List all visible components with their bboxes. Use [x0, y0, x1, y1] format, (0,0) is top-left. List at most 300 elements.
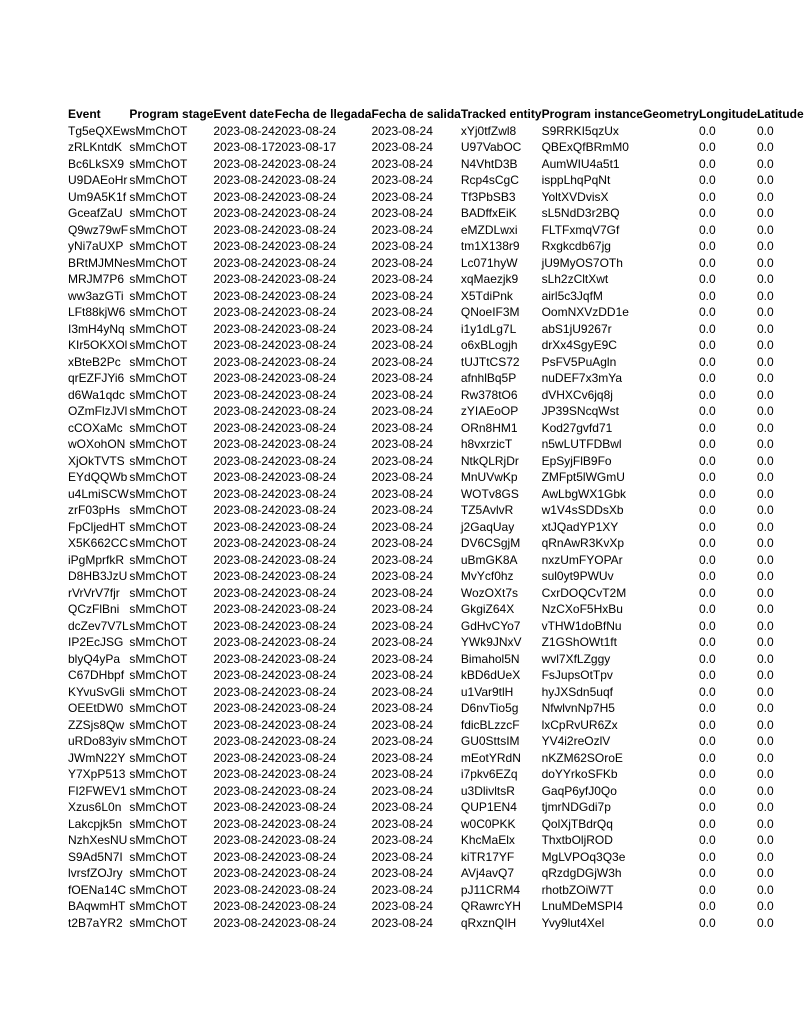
table-cell: 2023-08-24 [274, 470, 337, 484]
table-cell: 0.0 [756, 552, 774, 567]
table-cell: 2023-08-24 [213, 288, 275, 303]
table-cell: sMmChOT [129, 503, 188, 517]
table-cell: QCzFlBni [68, 602, 120, 616]
table-row [68, 750, 804, 767]
table-row [68, 139, 804, 156]
table-cell: Yvy9lut4Xel [541, 915, 605, 930]
table-cell: 0.0 [756, 701, 774, 715]
table-cell: N4VhtD3B [460, 156, 518, 171]
table-cell: 2023-08-24 [213, 915, 275, 930]
table-cell: 2023-08-24 [371, 701, 433, 715]
table-cell: 2023-08-24 [213, 519, 275, 534]
table-cell [643, 156, 699, 173]
table-row [68, 882, 804, 899]
table-cell: 2023-08-24 [371, 585, 433, 600]
table-cell: blyQ4yPa [68, 651, 121, 666]
table-cell: mEotYRdN [460, 750, 521, 765]
table-cell: 0.0 [756, 734, 774, 748]
column-header: Fecha de salida [371, 107, 461, 121]
table-cell [643, 535, 699, 552]
table-cell: sMmChOT [129, 602, 188, 616]
table-cell: 0.0 [756, 371, 774, 385]
table-cell: sMmChOT [129, 882, 188, 897]
table-cell: 0.0 [756, 618, 774, 633]
table-cell: pJ11CRM4 [460, 882, 520, 897]
table-cell: 2023-08-24 [213, 338, 275, 352]
table-cell: sMmChOT [129, 767, 188, 781]
table-cell: sMmChOT [129, 750, 188, 765]
table-cell: GceafZaU [68, 206, 123, 220]
table-cell [643, 288, 699, 305]
table-cell: FpCljedHT [68, 519, 126, 534]
table-cell: 0.0 [698, 585, 716, 600]
table-cell [643, 436, 699, 453]
table-row [68, 238, 804, 255]
table-cell: 2023-08-24 [371, 899, 433, 913]
table-row [68, 832, 804, 849]
table-cell: 0.0 [698, 453, 716, 468]
table-cell: 0.0 [698, 420, 716, 435]
table-cell: nKZM62SOroE [541, 750, 623, 765]
table-cell: 2023-08-24 [274, 206, 337, 220]
table-cell: Tf3PbSB3 [460, 189, 516, 204]
table-cell: 2023-08-24 [274, 618, 337, 633]
table-cell: Tg5eQXEw [68, 123, 130, 138]
table-row [68, 486, 804, 503]
table-cell: nxzUmFYOPAr [541, 552, 623, 567]
table-cell: Rw378tO6 [460, 387, 518, 402]
table-cell: 2023-08-24 [371, 915, 433, 930]
table-cell: 2023-08-24 [274, 552, 337, 567]
table-cell: 0.0 [756, 882, 774, 897]
table-cell [643, 634, 699, 651]
table-cell: sMmChOT [129, 833, 188, 847]
table-cell: 2023-08-24 [274, 305, 337, 319]
table-cell: 2023-08-24 [213, 750, 275, 765]
table-cell: FI2FWEV1 [68, 783, 127, 798]
table-cell: BRtMJMNe [68, 255, 130, 270]
table-cell: 2023-08-24 [274, 189, 337, 204]
table-cell: QUP1EN4 [460, 800, 517, 814]
table-cell: CxrDOQCvT2M [541, 585, 627, 600]
table-cell: 0.0 [698, 156, 716, 171]
table-cell: 0.0 [756, 585, 774, 600]
table-cell: 0.0 [698, 783, 716, 798]
table-cell: 2023-08-24 [274, 404, 337, 418]
table-cell: 0.0 [698, 750, 716, 765]
table-cell: sMmChOT [129, 156, 188, 171]
table-cell: 2023-08-24 [371, 750, 433, 765]
table-cell: 0.0 [756, 486, 774, 501]
table-cell: 2023-08-24 [213, 734, 275, 748]
table-cell: 2023-08-24 [371, 404, 433, 418]
table-cell: sMmChOT [129, 255, 188, 270]
table-cell: sMmChOT [129, 684, 188, 699]
table-cell: 2023-08-24 [213, 486, 275, 501]
table-cell: sul0yt9PWUv [541, 569, 614, 583]
table-cell: sMmChOT [129, 585, 188, 600]
table-cell: rVrVrV7fjr [68, 585, 120, 600]
table-cell: 0.0 [698, 866, 716, 880]
table-row [68, 156, 804, 173]
table-cell: YWk9JNxV [460, 635, 522, 649]
table-cell: 2023-08-24 [371, 272, 433, 286]
table-cell: 0.0 [756, 849, 774, 864]
table-row [68, 321, 804, 338]
table-row [68, 783, 804, 800]
table-cell: 0.0 [698, 602, 716, 616]
table-cell: 2023-08-24 [213, 255, 275, 270]
table-row [68, 205, 804, 222]
table-cell: 0.0 [698, 734, 716, 748]
table-cell [643, 123, 699, 140]
table-cell: 0.0 [756, 684, 774, 699]
table-row [68, 469, 804, 486]
table-cell: Lc071hyW [460, 255, 518, 270]
column-header: Fecha de llegada [274, 107, 372, 121]
table-cell: 0.0 [756, 668, 774, 682]
table-cell: 0.0 [756, 338, 774, 352]
table-cell: sMmChOT [129, 734, 188, 748]
table-cell: 2023-08-24 [213, 866, 275, 880]
table-cell: GaqP6yfJ0Qo [541, 783, 617, 798]
table-cell: fdicBLzzcF [460, 717, 520, 732]
table-cell: dcZev7V7L [68, 618, 129, 633]
table-row [68, 255, 804, 272]
table-cell: 2023-08-24 [371, 140, 433, 154]
table-cell: wOXohON [68, 437, 126, 451]
table-cell: NfwlvnNp7H5 [541, 701, 615, 715]
table-cell: 0.0 [698, 239, 716, 253]
table-cell: sMmChOT [129, 453, 188, 468]
table-cell: tjmrNDGdi7p [541, 800, 611, 814]
spreadsheet [68, 106, 804, 931]
table-cell: sMmChOT [129, 800, 188, 814]
table-cell: zrF03pHs [68, 503, 121, 517]
table-cell: QBExQfBRmM0 [541, 140, 629, 154]
table-cell: GkgiZ64X [460, 602, 515, 616]
table-cell: 2023-08-24 [213, 156, 275, 171]
table-cell: 0.0 [698, 701, 716, 715]
table-cell: 2023-08-24 [371, 717, 433, 732]
table-cell: U97VabOC [460, 140, 522, 154]
table-cell: ZMFpt5lWGmU [541, 470, 625, 484]
table-cell: 0.0 [756, 866, 774, 880]
table-cell: S9RRKI5qzUx [541, 123, 619, 138]
table-cell: sMmChOT [129, 651, 188, 666]
table-cell: 2023-08-24 [371, 800, 433, 814]
table-cell: YV4i2reOzlV [541, 734, 611, 748]
table-row [68, 354, 804, 371]
table-cell: GdHvCYo7 [460, 618, 521, 633]
table-cell: NzhXesNU [68, 833, 128, 847]
table-cell [643, 403, 699, 420]
table-cell: zRLKntdK [68, 140, 123, 154]
column-header: Program instance [541, 107, 643, 121]
column-header: Event date [213, 107, 275, 121]
table-cell: Rxgkcdb67jg [541, 239, 611, 253]
table-row [68, 651, 804, 668]
table-cell [643, 255, 699, 272]
table-cell [643, 337, 699, 354]
table-cell: 2023-08-24 [213, 453, 275, 468]
table-cell: 2023-08-24 [213, 767, 275, 781]
table-cell: 0.0 [698, 767, 716, 781]
table-row [68, 585, 804, 602]
table-cell [643, 519, 699, 536]
table-cell [643, 700, 699, 717]
table-cell: sMmChOT [129, 288, 188, 303]
table-row [68, 601, 804, 618]
table-cell: 2023-08-24 [274, 866, 337, 880]
table-cell: sMmChOT [129, 437, 188, 451]
table-cell: 2023-08-24 [213, 206, 275, 220]
table-cell: OomNXVzDD1e [541, 305, 629, 319]
table-cell: 2023-08-24 [371, 189, 433, 204]
table-cell: AumWIU4a5t1 [541, 156, 620, 171]
table-cell: 0.0 [698, 519, 716, 534]
table-cell: 2023-08-24 [371, 453, 433, 468]
table-body [68, 123, 804, 932]
table-cell [643, 898, 699, 915]
table-cell: 0.0 [756, 767, 774, 781]
table-cell: 2023-08-24 [371, 371, 433, 385]
table-cell: 2023-08-24 [274, 585, 337, 600]
table-cell: 2023-08-24 [274, 899, 337, 913]
table-cell: 0.0 [756, 602, 774, 616]
table-cell: 0.0 [756, 569, 774, 583]
table-cell [643, 618, 699, 635]
table-cell: 2023-08-24 [213, 701, 275, 715]
table-cell: 2023-08-24 [274, 123, 337, 138]
table-cell [643, 766, 699, 783]
column-header: Event [68, 107, 101, 121]
table-cell: 2023-08-24 [371, 684, 433, 699]
table-cell: 2023-08-24 [274, 255, 337, 270]
table-cell: sMmChOT [129, 404, 188, 418]
table-row [68, 898, 804, 915]
table-cell: 0.0 [698, 173, 716, 187]
table-row [68, 865, 804, 882]
table-cell: MgLVPOq3Q3e [541, 849, 626, 864]
table-cell: 2023-08-24 [213, 635, 275, 649]
table-cell: sMmChOT [129, 206, 188, 220]
table-cell: drXx4SgyE9C [541, 338, 617, 352]
table-row [68, 519, 804, 536]
table-cell [643, 387, 699, 404]
table-cell [643, 502, 699, 519]
table-cell: yNi7aUXP [68, 239, 124, 253]
table-row [68, 766, 804, 783]
table-cell: sMmChOT [129, 420, 188, 435]
table-cell: 2023-08-24 [371, 173, 433, 187]
table-row [68, 337, 804, 354]
table-cell: 2023-08-24 [371, 156, 433, 171]
table-row [68, 502, 804, 519]
table-cell: 0.0 [698, 338, 716, 352]
table-cell: X5K662CC [68, 536, 129, 550]
table-cell: 2023-08-24 [213, 668, 275, 682]
table-cell: 0.0 [698, 899, 716, 913]
table-cell: 0.0 [698, 569, 716, 583]
table-cell: u1Var9tlH [460, 684, 514, 699]
header-row [68, 106, 804, 123]
table-cell: D6nvTio5g [460, 701, 519, 715]
table-cell: sMmChOT [129, 816, 188, 831]
table-cell: 2023-08-24 [213, 321, 275, 336]
table-cell: sMmChOT [129, 849, 188, 864]
table-cell: 0.0 [756, 222, 774, 237]
table-cell: sMmChOT [129, 371, 188, 385]
table-cell: 2023-08-24 [213, 305, 275, 319]
table-cell: AVj4avQ7 [460, 866, 514, 880]
table-cell [643, 222, 699, 239]
table-cell: w0C0PKK [460, 816, 516, 831]
table-cell: sMmChOT [129, 272, 188, 286]
table-cell: 2023-08-24 [371, 536, 433, 550]
column-header: Geometry [642, 107, 699, 121]
table-cell: 2023-08-24 [274, 371, 337, 385]
table-cell: 2023-08-24 [371, 354, 433, 369]
table-cell: o6xBLogjh [460, 338, 518, 352]
table-row [68, 733, 804, 750]
table-row [68, 849, 804, 866]
table-cell: 0.0 [756, 189, 774, 204]
table-cell: 2023-08-24 [371, 239, 433, 253]
table-cell [643, 139, 699, 156]
table-cell: 0.0 [698, 651, 716, 666]
table-cell: BAqwmHT [68, 899, 126, 913]
table-cell: 2023-08-24 [274, 486, 337, 501]
table-cell: NzCXoF5HxBu [541, 602, 623, 616]
table-row [68, 618, 804, 635]
table-cell: 2023-08-24 [274, 701, 337, 715]
table-cell [643, 667, 699, 684]
table-row [68, 420, 804, 437]
table-cell: D8HB3JzU [68, 569, 128, 583]
table-cell: QNoeIF3M [460, 305, 520, 319]
table-cell: 2023-08-24 [274, 536, 337, 550]
table-cell: sMmChOT [129, 470, 188, 484]
table-cell: 2023-08-24 [274, 173, 337, 187]
table-cell: 2023-08-24 [371, 866, 433, 880]
table-cell: cCOXaMc [68, 420, 123, 435]
table-cell: vTHW1doBfNu [541, 618, 622, 633]
table-cell: 2023-08-24 [213, 272, 275, 286]
table-cell: 2023-08-24 [371, 651, 433, 666]
table-row [68, 436, 804, 453]
table-cell [643, 271, 699, 288]
table-cell [643, 684, 699, 701]
table-cell: 2023-08-24 [274, 783, 337, 798]
column-header: Tracked entity [460, 107, 542, 121]
table-cell: 2023-08-24 [371, 222, 433, 237]
table-cell: 2023-08-24 [274, 915, 337, 930]
table-cell: 2023-08-24 [213, 173, 275, 187]
table-cell: rhotbZOiW7T [541, 882, 614, 897]
table-cell: 0.0 [698, 552, 716, 567]
table-cell: lvrsfZOJry [68, 866, 123, 880]
table-cell: 0.0 [698, 371, 716, 385]
table-cell [643, 832, 699, 849]
table-cell: 2023-08-24 [213, 651, 275, 666]
table-cell: 0.0 [756, 123, 774, 138]
table-cell: sMmChOT [129, 305, 188, 319]
table-cell: 0.0 [756, 635, 774, 649]
table-cell: isppLhqPqNt [541, 173, 611, 187]
table-cell: sMmChOT [129, 321, 188, 336]
table-cell: 2023-08-24 [213, 899, 275, 913]
table-cell: 0.0 [756, 915, 774, 930]
table-cell: 0.0 [756, 420, 774, 435]
table-cell: kiTR17YF [460, 849, 515, 864]
table-cell: qRxznQIH [460, 915, 517, 930]
table-cell [643, 552, 699, 569]
table-cell: KIr5OKXOl [68, 338, 128, 352]
table-cell [643, 469, 699, 486]
table-cell: 2023-08-24 [213, 849, 275, 864]
table-cell: sMmChOT [129, 222, 188, 237]
table-cell: xtJQadYP1XY [541, 519, 619, 534]
table-cell: sMmChOT [129, 552, 188, 567]
table-cell: 0.0 [756, 321, 774, 336]
table-cell: sMmChOT [129, 866, 188, 880]
table-cell [643, 799, 699, 816]
table-cell [643, 304, 699, 321]
table-cell: 2023-08-24 [213, 882, 275, 897]
table-cell: nuDEF7x3mYa [541, 371, 623, 385]
table-cell: wvl7XfLZggy [541, 651, 611, 666]
table-cell: Z1GShOWt1ft [541, 635, 617, 649]
table-cell: 2023-08-24 [274, 569, 337, 583]
table-cell: GU0SttsIM [460, 734, 520, 748]
table-cell: doYYrkoSFKb [541, 767, 618, 781]
table-cell: 0.0 [756, 800, 774, 814]
table-cell: sMmChOT [129, 173, 188, 187]
table-cell: 2023-08-24 [213, 437, 275, 451]
table-cell: sMmChOT [129, 387, 188, 402]
table-cell: 2023-08-24 [274, 717, 337, 732]
table-cell: PsFV5PuAgln [541, 354, 617, 369]
table-cell: 2023-08-24 [371, 552, 433, 567]
table-cell: 0.0 [698, 800, 716, 814]
table-cell: 2023-08-24 [371, 618, 433, 633]
table-cell: 0.0 [698, 189, 716, 204]
table-cell: 0.0 [698, 272, 716, 286]
table-cell: abS1jU9267r [541, 321, 612, 336]
table-row [68, 799, 804, 816]
table-cell: X5TdiPnk [460, 288, 513, 303]
table-cell: 2023-08-24 [371, 833, 433, 847]
table-cell: 0.0 [698, 404, 716, 418]
table-cell: FsJupsOtTpv [541, 668, 613, 682]
table-cell: 0.0 [698, 668, 716, 682]
table-cell: sMmChOT [129, 569, 188, 583]
table-cell: u3DlivltsR [460, 783, 515, 798]
table-cell: 2023-08-24 [371, 288, 433, 303]
table-cell: 2023-08-24 [274, 453, 337, 468]
table-cell: 0.0 [756, 519, 774, 534]
table-cell: 2023-08-24 [213, 602, 275, 616]
table-cell: 2023-08-24 [274, 239, 337, 253]
table-cell: 2023-08-24 [213, 470, 275, 484]
table-cell: tm1X138r9 [460, 239, 520, 253]
table-cell: 2023-08-24 [274, 816, 337, 831]
table-cell: 0.0 [698, 123, 716, 138]
table-cell: sMmChOT [129, 783, 188, 798]
table-cell: 2023-08-24 [371, 470, 433, 484]
table-row [68, 684, 804, 701]
